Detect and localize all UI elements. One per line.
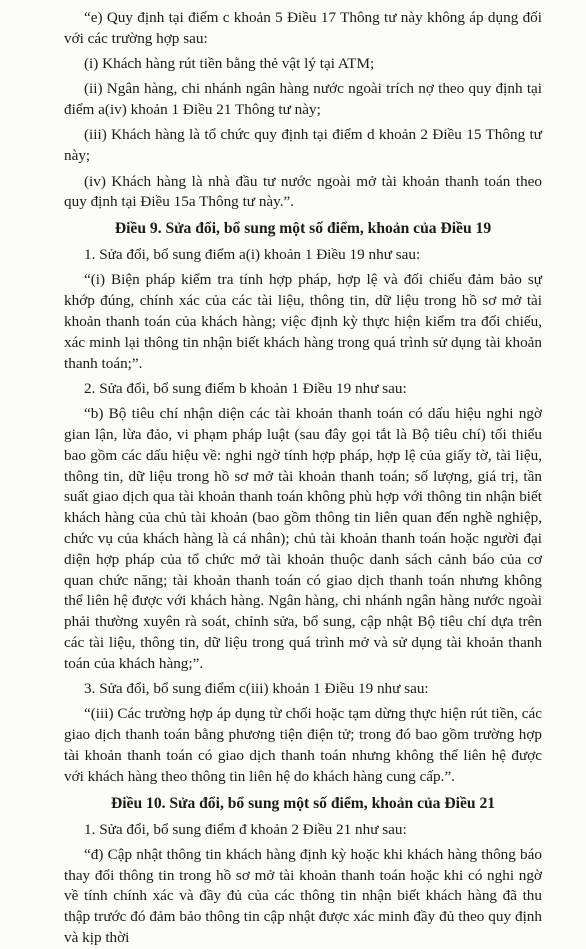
- article-9-clause-1-text: “(i) Biện pháp kiểm tra tính hợp pháp, hợp lệ và đối chiếu đảm bảo sự khớp đúng, chính xác của các tài liệu, thông tin, dữ liệu trong hồ sơ mở tài khoản thanh toán của khách hàng; việc định kỳ thực hiện kiểm tra đối chiếu, xác minh lại thông tin nhận biết khách hàng trong quá trình sử dụng tài khoản thanh toán;”.: [64, 271, 542, 372]
- article-9-clause-3-text: “(iii) Các trường hợp áp dụng từ chối hoặc tạm dừng thực hiện rút tiền, các giao dịch thanh toán bằng phương tiện điện tử; trong đó bao gồm trường hợp tài khoản thanh toán có giao dịch thanh toán nhưng không thể liên hệ được với khách hàng theo thông tin liên hệ do khách hàng cung cấp.”.: [64, 705, 542, 785]
- article-10-clause-1-text: “đ) Cập nhật thông tin khách hàng định kỳ hoặc khi khách hàng thông báo thay đổi thông tin trong hồ sơ mở tài khoản thanh toán hoặc khi có nghi ngờ về tính chính xác và đầy đủ của các thông tin nhận biết khách hàng đã thu thập trước đó đảm bảo thông tin cập nhật được xác minh đầy đủ theo quy định và kịp thời: [64, 845, 542, 947]
- article-9-clause-1: 1. Sửa đổi, bổ sung điểm a(i) khoản 1 Điều 19 như sau:: [84, 246, 421, 264]
- exception-item-i: (i) Khách hàng rút tiền bằng thẻ vật lý tại ATM;: [84, 55, 375, 73]
- article-9-heading: Điều 9. Sửa đổi, bổ sung một số điểm, khoản của Điều 19: [114, 220, 492, 238]
- exception-item-ii: (ii) Ngân hàng, chi nhánh ngân hàng nước ngoài trích nợ theo quy định tại điểm a(iv) khoản 1 Điều 21 Thông tư này;: [64, 80, 542, 119]
- article-9-clause-2-text: “b) Bộ tiêu chí nhận diện các tài khoản thanh toán có dấu hiệu nghi ngờ gian lận, lừa đảo, vi phạm pháp luật (sau đây gọi tắt là Bộ tiêu chí) tối thiểu bao gồm các dấu hiệu về: nghi ngờ tính hợp pháp, hợp lệ của giấy tờ, tài liệu, thông tin, dữ liệu trong hồ sơ mở tài khoản thanh toán; số lượng, giá trị, tần suất giao dịch qua tài khoản thanh toán không phù hợp với thông tin nhận biết khách hàng của chủ tài khoản (bao gồm thông tin liên quan đến nghề nghiệp, chức vụ của khách hàng là cá nhân); chủ tài khoản thanh toán hoặc người đại diện hợp pháp của tổ chức mở tài khoản thuộc danh sách cảnh báo của cơ quan chức năng; tài khoản thanh toán có giao dịch thanh toán nhưng không thể liên hệ được với khách hàng. Ngân hàng, chi nhánh ngân hàng nước ngoài phải thường xuyên rà soát, chỉnh sửa, bổ sung, cập nhật Bộ tiêu chí dựa trên các tài liệu, thông tin, dữ liệu trong quá trình mở và sử dụng tài khoản thanh toán của khách hàng;”.: [64, 405, 542, 672]
- article-10-heading: Điều 10. Sửa đổi, bổ sung một số điểm, khoản của Điều 21: [110, 794, 496, 812]
- amendment-point-e-intro: “e) Quy định tại điểm c khoản 5 Điều 17 Thông tư này không áp dụng đối với các trường hợp sau:: [64, 9, 542, 47]
- exception-item-iii: (iii) Khách hàng là tổ chức quy định tại điểm d khoản 2 Điều 15 Thông tư này;: [64, 126, 542, 165]
- article-10-clause-1: 1. Sửa đổi, bổ sung điểm đ khoản 2 Điều 21 như sau:: [84, 820, 407, 838]
- exception-item-iv: (iv) Khách hàng là nhà đầu tư nước ngoài mở tài khoản thanh toán theo quy định tại Điều 15a Thông tư này.”.: [64, 172, 542, 211]
- article-9-clause-3: 3. Sửa đổi, bổ sung điểm c(iii) khoản 1 Điều 19 như sau:: [84, 680, 429, 698]
- article-9-clause-2: 2. Sửa đổi, bổ sung điểm b khoản 1 Điều 19 như sau:: [84, 379, 407, 397]
